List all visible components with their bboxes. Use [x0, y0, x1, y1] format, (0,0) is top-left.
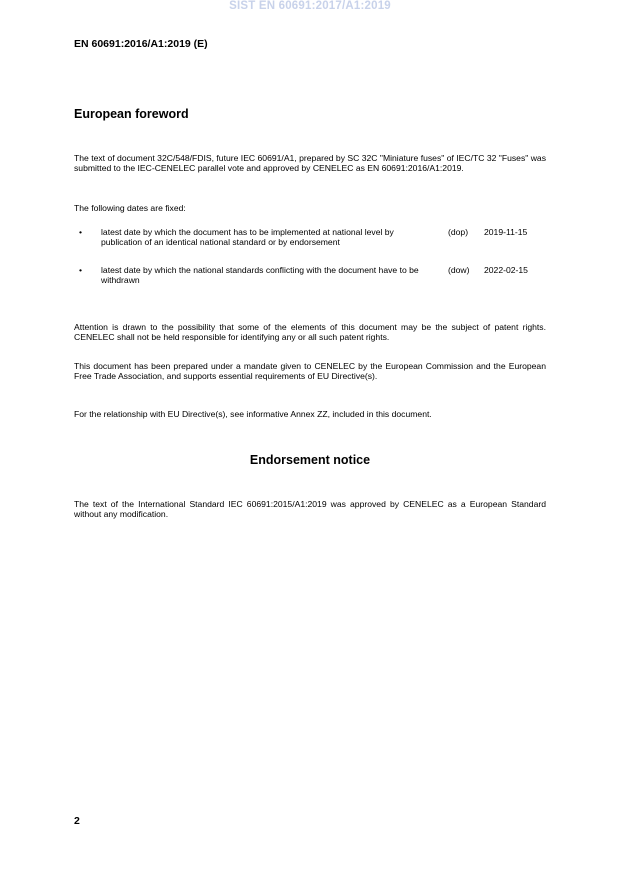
- watermark: SIST EN 60691:2017/A1:2019: [229, 0, 391, 12]
- date-item-text: latest date by which the document has to be implemented at national level by publication of an identical national standard or by endorsement: [101, 227, 394, 248]
- dates-intro: The following dates are fixed:: [74, 203, 186, 213]
- patent-notice: Attention is drawn to the possibility that some of the elements of this document may be the subject of patent rights. CENELEC shall not be held responsible for identifying any or all such patent rights.: [74, 322, 546, 343]
- bullet-icon: •: [79, 265, 83, 275]
- date-item-abbr: (dop): [448, 227, 469, 237]
- endorsement-paragraph: The text of the International Standard IEC 60691:2015/A1:2019 was approved by CENELEC as a European Standard without any modification.: [74, 499, 546, 520]
- foreword-heading: European foreword: [74, 107, 189, 121]
- bullet-icon: •: [79, 227, 83, 237]
- mandate-paragraph: This document has been prepared under a mandate given to CENELEC by the European Commission and the European Free Trade Association, and supports essential requirements of EU Directive(s).: [74, 361, 546, 382]
- endorsement-heading: Endorsement notice: [249, 453, 371, 467]
- date-item-date: 2022-02-15: [484, 265, 528, 275]
- foreword-paragraph-1: The text of document 32C/548/FDIS, future IEC 60691/A1, prepared by SC 32C "Miniature fuses" of IEC/TC 32 "Fuses" was submitted to the IEC-CENELEC parallel vote and approved by CENELEC as EN 60691:2016/A1:2019.: [74, 153, 546, 174]
- date-item-date: 2019-11-15: [484, 227, 528, 237]
- date-item-text: latest date by which the national standards conflicting with the document have to be withdrawn: [101, 265, 419, 286]
- date-item-abbr: (dow): [448, 265, 470, 275]
- page-number: 2: [74, 815, 80, 827]
- document-id: EN 60691:2016/A1:2019 (E): [74, 38, 208, 50]
- directive-reference: For the relationship with EU Directive(s), see informative Annex ZZ, included in this document.: [74, 409, 432, 419]
